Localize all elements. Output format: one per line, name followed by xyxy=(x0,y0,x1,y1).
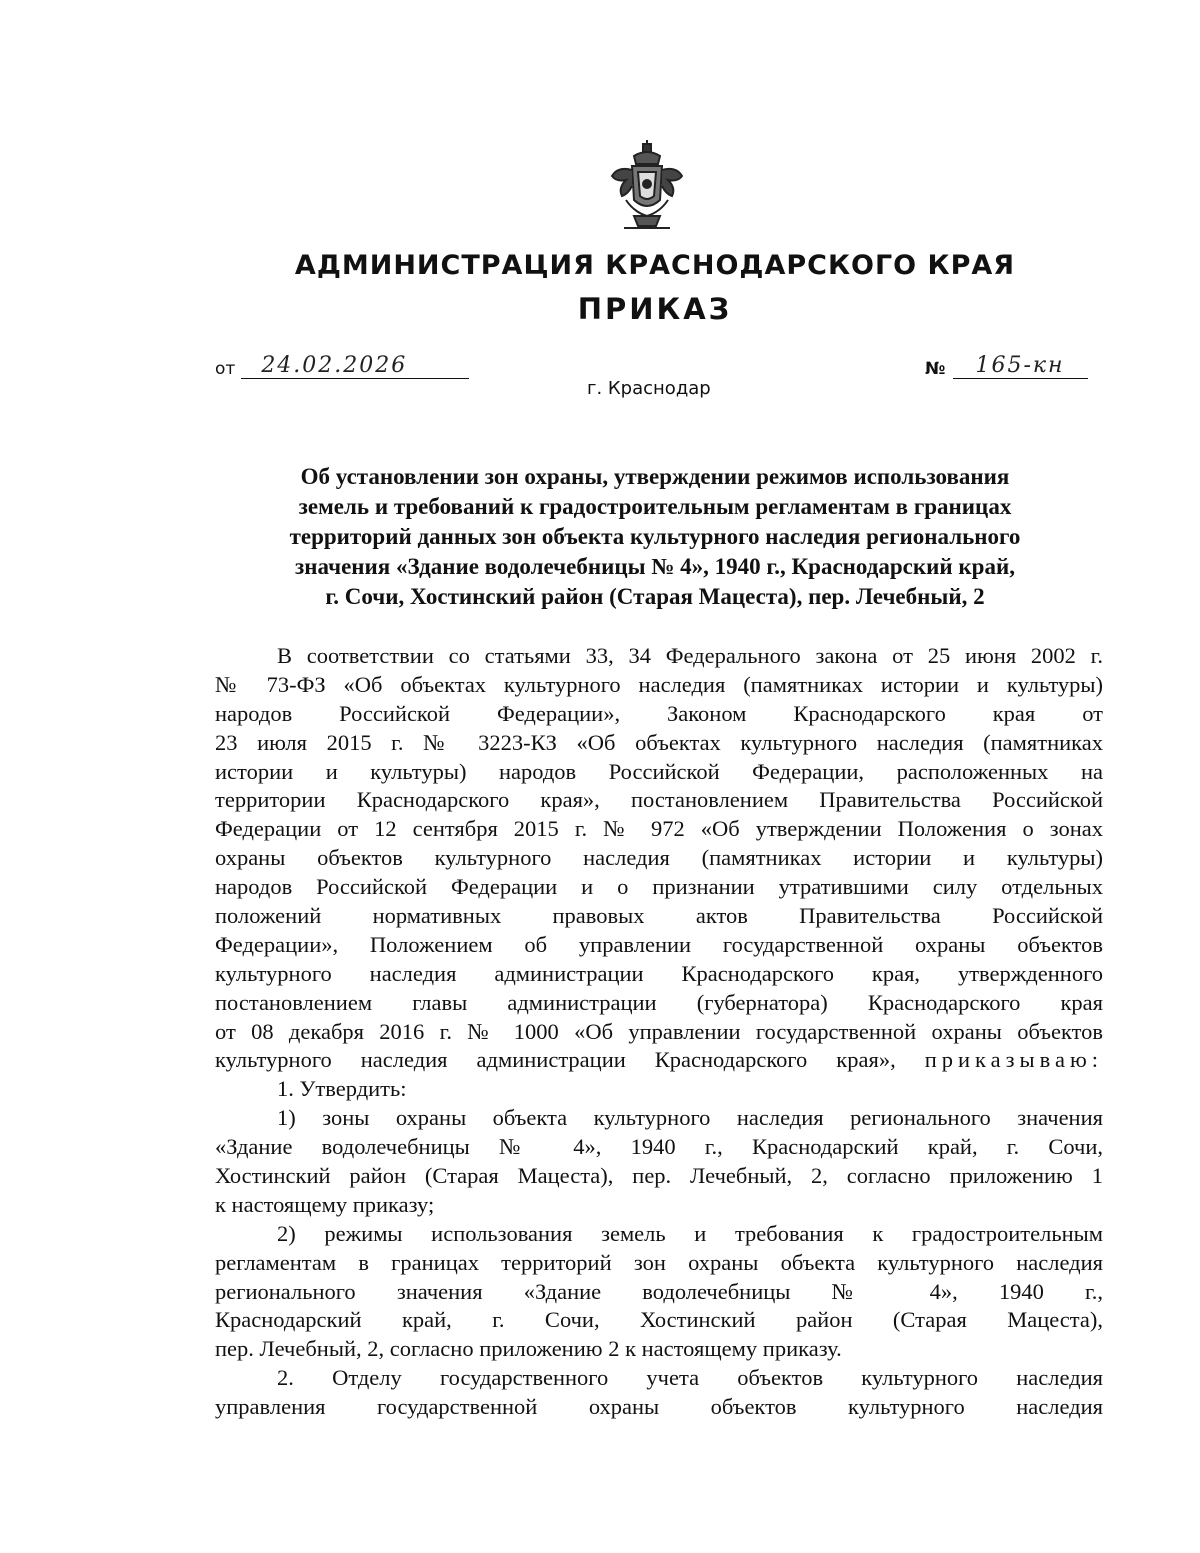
body-line: № 73-ФЗ «Об объектах культурного наследия (памятниках истории и культуры) xyxy=(215,671,1103,697)
body-line: управления государственной охраны объектов культурного наследия xyxy=(215,1394,1103,1420)
body-line: Федерации от 12 сентября 2015 г. № 972 «Об утверждении Положения о зонах xyxy=(215,816,1103,842)
body-line: положений нормативных правовых актов Правительства Российской xyxy=(215,903,1103,929)
body-line: народов Российской Федерации», Законом Краснодарского края от xyxy=(215,700,1103,726)
city-label: г. Краснодар xyxy=(587,378,711,399)
body-line: Краснодарский край, г. Сочи, Хостинский район (Старая Мацеста), xyxy=(215,1307,1103,1333)
body-line-text: культурного наследия администрации Краснодарского края», xyxy=(215,1047,896,1073)
document-date-row xyxy=(215,355,469,379)
document-number-field: 165-кн xyxy=(953,355,1088,379)
subject-line: Об установлении зон охраны, утверждении режимов использования xyxy=(300,464,1010,489)
body-line: 1) зоны охраны объекта культурного наследия регионального значения xyxy=(277,1105,1103,1131)
body-line: Федерации», Положением об управлении государственной охраны объектов xyxy=(215,931,1103,957)
body-line: охраны объектов культурного наследия (памятниках истории и культуры) xyxy=(215,845,1103,871)
body-line: регионального значения «Здание водолечебницы № 4», 1940 г., xyxy=(215,1278,1103,1304)
document-body xyxy=(215,642,1103,1422)
body-line: пер. Лечебный, 2, согласно приложению 2 к настоящему приказу. xyxy=(215,1336,842,1362)
organization-title: АДМИНИСТРАЦИЯ КРАСНОДАРСКОГО КРАЯ xyxy=(294,250,1016,281)
body-line: от 08 декабря 2016 г. № 1000 «Об управлении государственной охраны объектов xyxy=(215,1018,1103,1044)
subject-line: земель и требований к градостроительным регламентам в границах xyxy=(298,494,1012,519)
body-line: «Здание водолечебницы № 4», 1940 г., Краснодарский край, г. Сочи, xyxy=(215,1134,1103,1160)
number-prefix: № xyxy=(925,359,946,379)
subject-line: значения «Здание водолечебницы № 4», 1940 г., Краснодарский край, xyxy=(295,554,1015,579)
body-line: постановлением главы администрации (губернатора) Краснодарского края xyxy=(215,989,1103,1015)
body-line: истории и культуры) народов Российской Федерации, расположенных на xyxy=(215,758,1103,784)
document-subject xyxy=(200,462,1110,612)
document-date-field: 24.02.2026 xyxy=(241,355,469,379)
subject-line: г. Сочи, Хостинский район (Старая Мацеста), пер. Лечебный, 2 xyxy=(325,584,985,609)
item-1-heading: 1. Утвердить: xyxy=(277,1076,407,1102)
date-prefix: от xyxy=(215,359,236,379)
body-line: В соответствии со статьями 33, 34 Федерального закона от 25 июня 2002 г. xyxy=(277,643,1103,668)
body-line: Хостинский район (Старая Мацеста), пер. Лечебный, 2, согласно приложению 1 xyxy=(215,1163,1103,1189)
body-line: к настоящему приказу; xyxy=(215,1191,435,1217)
body-line: 2) режимы использования земель и требования к градостроительным xyxy=(277,1220,1103,1246)
document-number-row xyxy=(925,355,1088,379)
body-line: культурного наследия администрации Краснодарского края, утвержденного xyxy=(215,960,1103,986)
body-line: народов Российской Федерации и о признании утратившими силу отдельных xyxy=(215,874,1103,900)
subject-line: территорий данных зон объекта культурного наследия регионального xyxy=(289,524,1021,549)
body-line: 2. Отделу государственного учета объектов культурного наследия xyxy=(277,1365,1103,1391)
order-word: приказываю: xyxy=(924,1047,1104,1073)
document-type: ПРИКАЗ xyxy=(577,292,733,326)
body-line: 23 июля 2015 г. № 3223-КЗ «Об объектах культурного наследия (памятниках xyxy=(215,729,1103,755)
body-line: территории Краснодарского края», постановлением Правительства Российской xyxy=(215,787,1103,813)
coat-of-arms-emblem xyxy=(604,140,690,232)
body-line: регламентам в границах территорий зон охраны объекта культурного наследия xyxy=(215,1249,1103,1275)
body-line-order xyxy=(215,1046,1103,1075)
